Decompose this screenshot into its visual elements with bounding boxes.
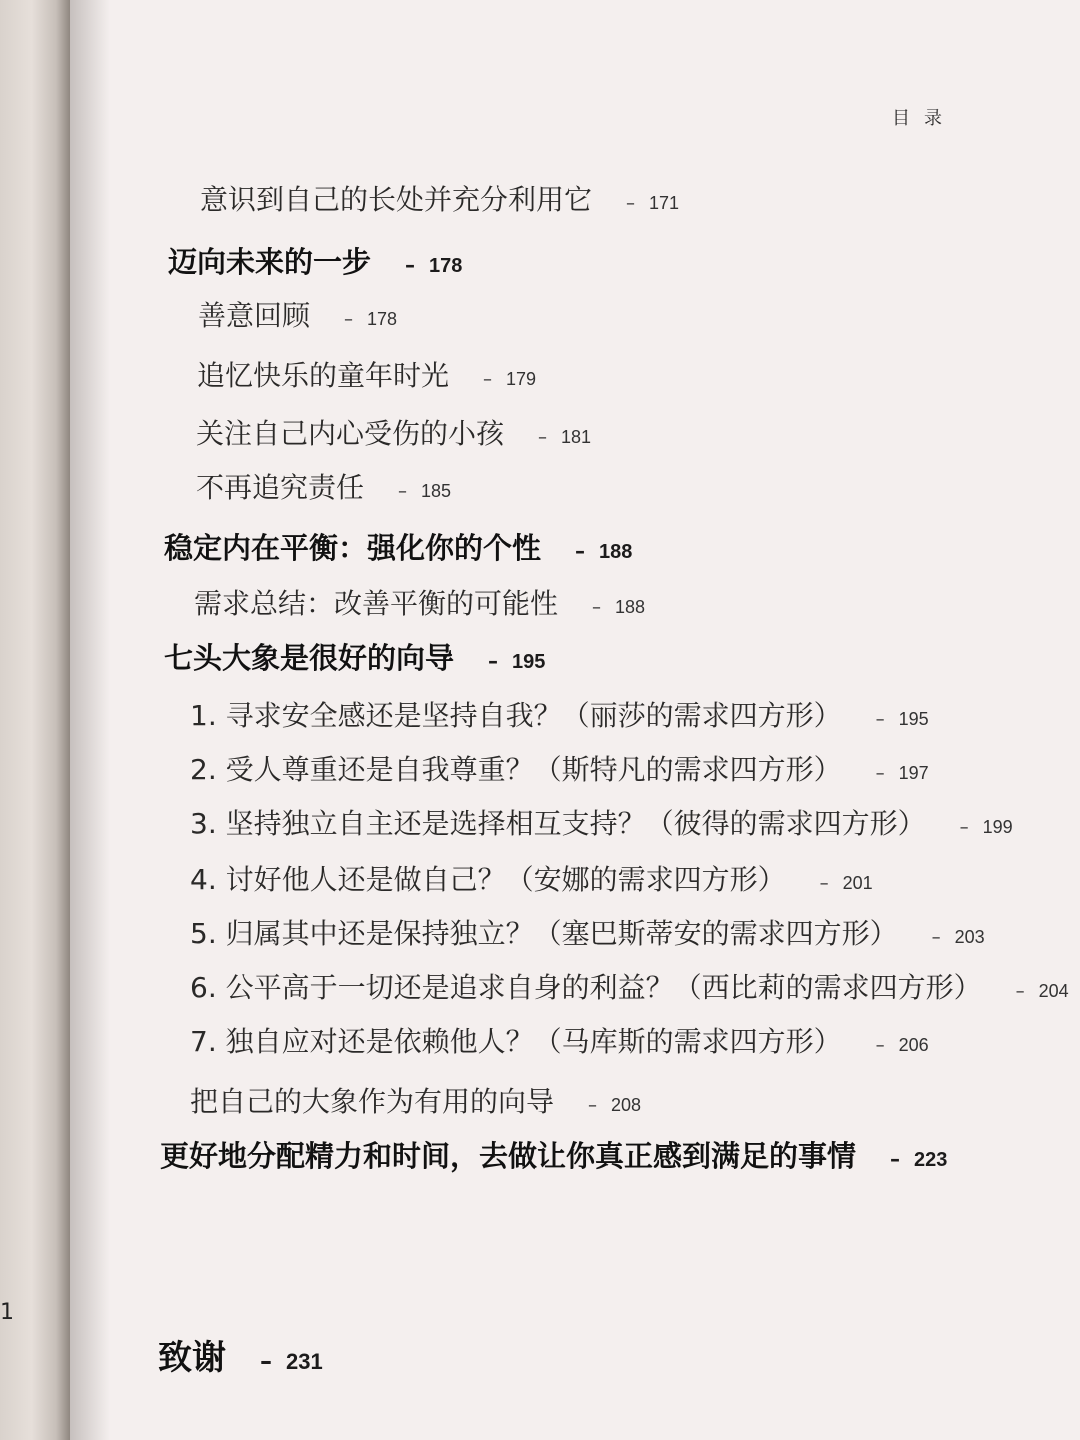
toc-leader: – [588, 1095, 598, 1116]
toc-page-number: 204 [1038, 981, 1069, 1001]
toc-entry[interactable] [198, 294, 397, 334]
toc-page-number: 195 [512, 651, 546, 673]
left-page-edge [0, 0, 70, 1440]
toc-leader: – [931, 927, 941, 948]
toc-page-number: 195 [898, 709, 929, 729]
toc-entry-title: 追忆快乐的童年时光 [197, 359, 450, 392]
toc-page-number: 208 [611, 1095, 642, 1115]
toc-section[interactable] [160, 1134, 947, 1175]
toc-entry[interactable] [196, 466, 451, 506]
toc-page-number: 179 [506, 369, 537, 389]
toc-entry[interactable] [190, 1080, 641, 1120]
toc-leader: – [592, 597, 602, 618]
toc-leader: – [875, 709, 885, 730]
toc-entry[interactable] [190, 1020, 929, 1060]
toc-entry-title: 关注自己内心受伤的小孩 [196, 417, 505, 450]
toc-leader: – [488, 649, 499, 673]
toc-page-number: 231 [286, 1349, 323, 1374]
toc-page-number: 203 [954, 927, 985, 947]
toc-page-number: 185 [421, 481, 452, 501]
toc-page-number: 197 [898, 763, 929, 783]
toc-leader: – [1015, 981, 1025, 1002]
toc-entry-title: 把自己的大象作为有用的向导 [190, 1085, 555, 1118]
toc-page [70, 0, 1080, 1440]
toc-entry-title: 6. 公平高于一切还是追求自身的利益？（西比莉的需求四方形） [190, 971, 982, 1004]
toc-entry[interactable] [190, 966, 1069, 1006]
toc-section-title: 稳定内在平衡：强化你的个性 [164, 531, 542, 565]
toc-entry[interactable] [190, 802, 1013, 842]
toc-page-number: 181 [561, 427, 592, 447]
toc-section-title: 更好地分配精力和时间，去做让你真正感到满足的事情 [160, 1139, 857, 1173]
toc-page-number: 171 [649, 193, 680, 213]
running-head: 目录 [892, 108, 956, 129]
toc-page-number: 188 [615, 597, 646, 617]
toc-entry[interactable] [197, 354, 536, 394]
toc-page-number: 201 [842, 873, 873, 893]
toc-page-number: 178 [429, 255, 463, 277]
toc-page-number: 188 [599, 541, 633, 563]
toc-leader: – [875, 1035, 885, 1056]
toc-section-title: 致谢 [158, 1338, 226, 1378]
toc-entry[interactable] [200, 178, 679, 218]
toc-leader: – [626, 193, 636, 214]
toc-section-title: 七头大象是很好的向导 [164, 641, 455, 675]
toc-entry[interactable] [196, 412, 591, 452]
toc-section[interactable] [164, 526, 632, 567]
toc-entry[interactable] [190, 694, 929, 734]
toc-leader: – [398, 481, 408, 502]
toc-entry-title: 4. 讨好他人还是做自己？（安娜的需求四方形） [190, 863, 786, 896]
toc-leader: – [890, 1147, 901, 1171]
toc-leader: – [575, 539, 586, 563]
toc-leader: – [875, 763, 885, 784]
toc-page-number: 178 [367, 309, 398, 329]
toc-leader: – [538, 427, 548, 448]
toc-leader: – [405, 253, 416, 277]
toc-page-number: 223 [914, 1149, 948, 1171]
toc-entry-title: 7. 独自应对还是依赖他人？（马库斯的需求四方形） [190, 1025, 842, 1058]
toc-entry-title: 意识到自己的长处并充分利用它 [200, 183, 593, 216]
toc-entry[interactable] [194, 582, 645, 622]
toc-entry-title: 2. 受人尊重还是自我尊重？（斯特凡的需求四方形） [190, 753, 842, 786]
toc-entry-title: 不再追究责任 [196, 471, 365, 504]
toc-leader: – [483, 369, 493, 390]
toc-entry-title: 5. 归属其中还是保持独立？（塞巴斯蒂安的需求四方形） [190, 917, 898, 950]
toc-page-number: 199 [982, 817, 1013, 837]
toc-leader: – [959, 817, 969, 838]
toc-acknowledgements[interactable] [158, 1330, 323, 1379]
toc-entry-title: 3. 坚持独立自主还是选择相互支持？（彼得的需求四方形） [190, 807, 926, 840]
toc-section-title: 迈向未来的一步 [168, 245, 372, 279]
toc-leader: – [344, 309, 354, 330]
toc-section[interactable] [164, 636, 545, 677]
toc-entry-title: 1. 寻求安全感还是坚持自我？（丽莎的需求四方形） [190, 699, 842, 732]
toc-entry[interactable] [190, 912, 985, 952]
toc-entry-title: 善意回顾 [198, 299, 311, 332]
toc-page-number: 206 [898, 1035, 929, 1055]
toc-section[interactable] [168, 240, 462, 281]
toc-entry-title: 需求总结：改善平衡的可能性 [194, 587, 559, 620]
toc-entry[interactable] [190, 748, 929, 788]
toc-leader: – [260, 1347, 272, 1375]
toc-leader: – [819, 873, 829, 894]
toc-entry[interactable] [190, 858, 873, 898]
left-page-number: 1 [0, 1300, 14, 1325]
